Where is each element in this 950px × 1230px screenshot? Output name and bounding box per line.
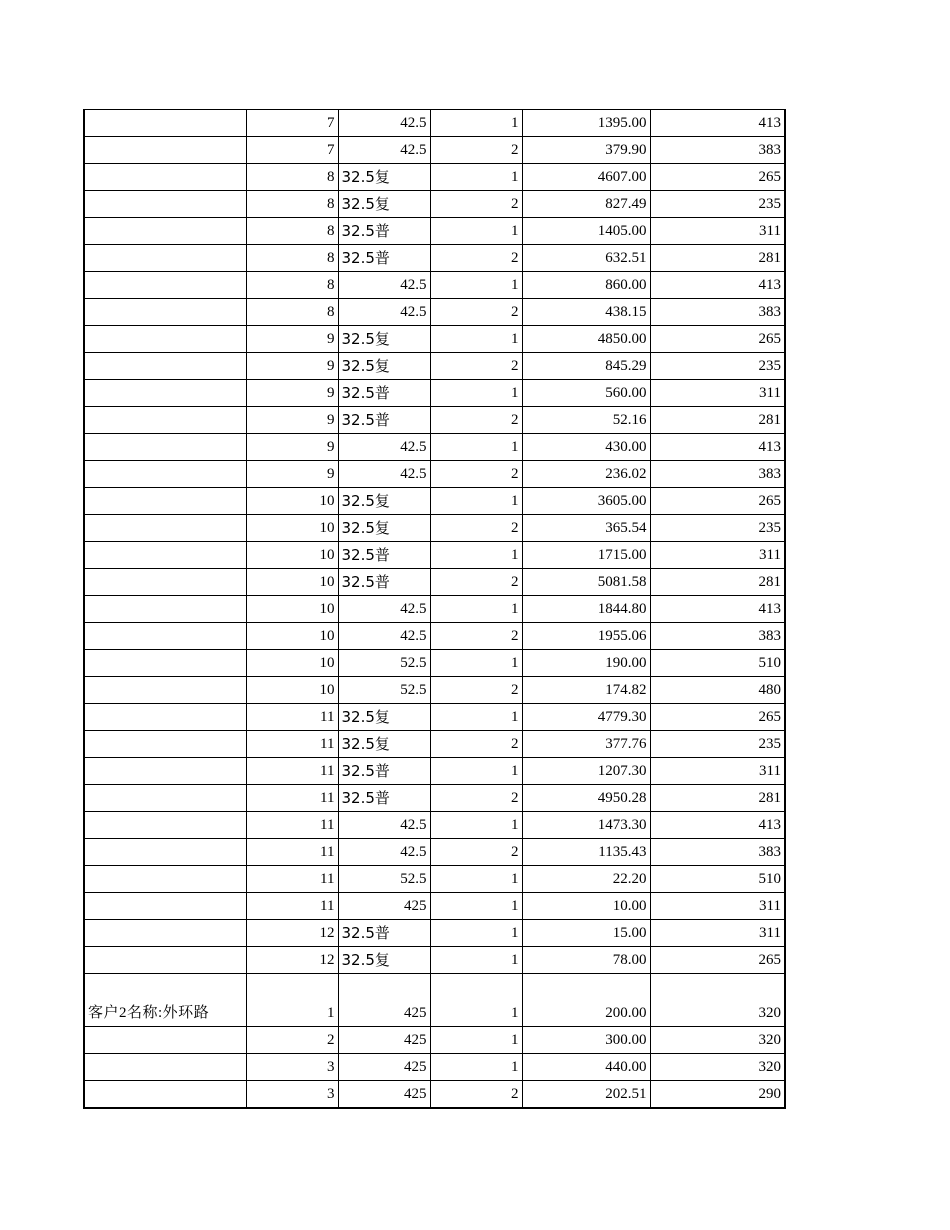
table-row <box>84 974 785 1027</box>
table-row <box>84 380 785 407</box>
table-row <box>84 839 785 866</box>
price-cell[interactable]: 281 <box>650 407 785 434</box>
table-row <box>84 650 785 677</box>
grade-cell[interactable]: 42.5 <box>338 137 430 164</box>
flag-cell[interactable]: 2 <box>430 407 522 434</box>
flag-cell[interactable]: 2 <box>430 191 522 218</box>
customer-cell[interactable] <box>84 1081 246 1109</box>
flag-cell[interactable]: 1 <box>430 272 522 299</box>
customer-cell[interactable] <box>84 650 246 677</box>
quantity-cell[interactable]: 1473.30 <box>522 812 650 839</box>
table-row <box>84 677 785 704</box>
price-cell[interactable]: 265 <box>650 326 785 353</box>
customer-cell[interactable] <box>84 758 246 785</box>
flag-cell[interactable]: 1 <box>430 380 522 407</box>
customer-cell[interactable] <box>84 785 246 812</box>
flag-cell[interactable]: 1 <box>430 218 522 245</box>
table-row <box>84 515 785 542</box>
flag-cell[interactable]: 2 <box>430 785 522 812</box>
price-cell[interactable]: 413 <box>650 812 785 839</box>
table-row <box>84 1027 785 1054</box>
month-cell[interactable]: 8 <box>246 245 338 272</box>
quantity-cell[interactable]: 440.00 <box>522 1054 650 1081</box>
quantity-cell[interactable]: 5081.58 <box>522 569 650 596</box>
grade-cell[interactable]: 32.5普 <box>338 218 430 245</box>
table-row <box>84 326 785 353</box>
price-cell[interactable]: 383 <box>650 839 785 866</box>
price-cell[interactable]: 383 <box>650 623 785 650</box>
month-cell[interactable]: 9 <box>246 353 338 380</box>
flag-cell[interactable]: 2 <box>430 677 522 704</box>
table-row <box>84 1054 785 1081</box>
customer-cell[interactable] <box>84 839 246 866</box>
month-cell[interactable]: 11 <box>246 893 338 920</box>
price-cell[interactable]: 311 <box>650 758 785 785</box>
quantity-cell[interactable]: 15.00 <box>522 920 650 947</box>
table-row <box>84 758 785 785</box>
grade-cell[interactable]: 32.5普 <box>338 407 430 434</box>
customer-cell[interactable] <box>84 110 246 137</box>
month-cell[interactable]: 9 <box>246 461 338 488</box>
customer-cell[interactable] <box>84 326 246 353</box>
table-row <box>84 623 785 650</box>
month-cell[interactable]: 10 <box>246 488 338 515</box>
month-cell[interactable]: 12 <box>246 920 338 947</box>
month-cell[interactable]: 10 <box>246 596 338 623</box>
flag-cell[interactable]: 2 <box>430 353 522 380</box>
flag-cell[interactable]: 2 <box>430 461 522 488</box>
customer-cell[interactable] <box>84 542 246 569</box>
flag-cell[interactable]: 1 <box>430 758 522 785</box>
grade-cell[interactable]: 32.5复 <box>338 164 430 191</box>
month-cell[interactable]: 9 <box>246 407 338 434</box>
table-row <box>84 110 785 137</box>
flag-cell[interactable]: 1 <box>430 1054 522 1081</box>
table-row <box>84 488 785 515</box>
month-cell[interactable]: 2 <box>246 1027 338 1054</box>
table-row <box>84 866 785 893</box>
price-cell[interactable]: 235 <box>650 191 785 218</box>
quantity-cell[interactable]: 632.51 <box>522 245 650 272</box>
table-row <box>84 569 785 596</box>
customer-cell[interactable] <box>84 866 246 893</box>
quantity-cell[interactable]: 1405.00 <box>522 218 650 245</box>
grade-cell[interactable]: 32.5普 <box>338 542 430 569</box>
month-cell[interactable]: 11 <box>246 866 338 893</box>
quantity-cell[interactable]: 1395.00 <box>522 110 650 137</box>
customer-cell[interactable] <box>84 1054 246 1081</box>
month-cell[interactable]: 11 <box>246 785 338 812</box>
flag-cell[interactable]: 1 <box>430 164 522 191</box>
quantity-cell[interactable]: 4950.28 <box>522 785 650 812</box>
month-cell[interactable]: 8 <box>246 218 338 245</box>
price-cell[interactable]: 383 <box>650 137 785 164</box>
spreadsheet-table <box>83 109 786 1109</box>
month-cell[interactable]: 11 <box>246 731 338 758</box>
price-cell[interactable]: 413 <box>650 596 785 623</box>
customer-cell[interactable] <box>84 137 246 164</box>
table-body <box>84 110 785 1109</box>
table-row <box>84 785 785 812</box>
quantity-cell[interactable]: 190.00 <box>522 650 650 677</box>
grade-cell[interactable]: 32.5复 <box>338 704 430 731</box>
grade-cell[interactable]: 32.5复 <box>338 326 430 353</box>
quantity-cell[interactable]: 4850.00 <box>522 326 650 353</box>
customer-cell[interactable] <box>84 704 246 731</box>
table-row <box>84 947 785 974</box>
month-cell[interactable]: 9 <box>246 380 338 407</box>
customer-cell[interactable] <box>84 731 246 758</box>
grade-cell[interactable]: 32.5普 <box>338 758 430 785</box>
price-cell[interactable]: 383 <box>650 461 785 488</box>
grade-cell[interactable]: 425 <box>338 1081 430 1109</box>
grade-cell[interactable]: 42.5 <box>338 110 430 137</box>
month-cell[interactable]: 11 <box>246 839 338 866</box>
month-cell[interactable]: 10 <box>246 623 338 650</box>
grade-cell[interactable]: 32.5复 <box>338 353 430 380</box>
quantity-cell[interactable]: 202.51 <box>522 1081 650 1109</box>
grade-cell[interactable]: 32.5复 <box>338 191 430 218</box>
customer-cell[interactable] <box>84 218 246 245</box>
grade-cell[interactable]: 32.5普 <box>338 380 430 407</box>
grade-cell[interactable]: 32.5普 <box>338 245 430 272</box>
customer-cell[interactable] <box>84 272 246 299</box>
quantity-cell[interactable]: 845.29 <box>522 353 650 380</box>
flag-cell[interactable]: 2 <box>430 137 522 164</box>
grade-cell[interactable]: 42.5 <box>338 839 430 866</box>
customer-cell[interactable] <box>84 164 246 191</box>
customer-cell[interactable] <box>84 461 246 488</box>
month-cell[interactable]: 10 <box>246 677 338 704</box>
price-cell[interactable]: 383 <box>650 299 785 326</box>
price-cell[interactable]: 281 <box>650 569 785 596</box>
grade-cell[interactable]: 52.5 <box>338 650 430 677</box>
grade-cell[interactable]: 32.5普 <box>338 569 430 596</box>
quantity-cell[interactable]: 3605.00 <box>522 488 650 515</box>
price-cell[interactable]: 311 <box>650 893 785 920</box>
table-row <box>84 245 785 272</box>
table-row <box>84 137 785 164</box>
quantity-cell[interactable]: 300.00 <box>522 1027 650 1054</box>
price-cell[interactable]: 320 <box>650 1054 785 1081</box>
quantity-cell[interactable]: 78.00 <box>522 947 650 974</box>
month-cell[interactable]: 7 <box>246 137 338 164</box>
table-row <box>84 704 785 731</box>
grade-cell[interactable]: 32.5普 <box>338 785 430 812</box>
flag-cell[interactable]: 1 <box>430 812 522 839</box>
grade-cell[interactable]: 425 <box>338 893 430 920</box>
table-row <box>84 164 785 191</box>
quantity-cell[interactable]: 860.00 <box>522 272 650 299</box>
customer-cell[interactable] <box>84 434 246 461</box>
table-row <box>84 893 785 920</box>
month-cell[interactable]: 12 <box>246 947 338 974</box>
quantity-cell[interactable]: 10.00 <box>522 893 650 920</box>
month-cell[interactable]: 10 <box>246 542 338 569</box>
customer-cell[interactable] <box>84 1027 246 1054</box>
grade-cell[interactable]: 32.5复 <box>338 947 430 974</box>
flag-cell[interactable]: 1 <box>430 866 522 893</box>
flag-cell[interactable]: 2 <box>430 623 522 650</box>
flag-cell[interactable]: 1 <box>430 920 522 947</box>
table-row <box>84 407 785 434</box>
flag-cell[interactable]: 2 <box>430 245 522 272</box>
price-cell[interactable]: 311 <box>650 380 785 407</box>
customer-cell[interactable] <box>84 920 246 947</box>
quantity-cell[interactable]: 365.54 <box>522 515 650 542</box>
customer-cell[interactable]: 客户2名称:外环路 <box>84 974 246 1027</box>
flag-cell[interactable]: 1 <box>430 947 522 974</box>
customer-cell[interactable] <box>84 569 246 596</box>
quantity-cell[interactable]: 827.49 <box>522 191 650 218</box>
customer-cell[interactable] <box>84 380 246 407</box>
table-row <box>84 218 785 245</box>
price-cell[interactable]: 290 <box>650 1081 785 1109</box>
grade-cell[interactable]: 52.5 <box>338 677 430 704</box>
customer-cell[interactable] <box>84 191 246 218</box>
price-cell[interactable]: 510 <box>650 650 785 677</box>
quantity-cell[interactable]: 430.00 <box>522 434 650 461</box>
grade-cell[interactable]: 52.5 <box>338 866 430 893</box>
quantity-cell[interactable]: 4779.30 <box>522 704 650 731</box>
flag-cell[interactable]: 1 <box>430 542 522 569</box>
quantity-cell[interactable]: 4607.00 <box>522 164 650 191</box>
grade-cell[interactable]: 42.5 <box>338 596 430 623</box>
month-cell[interactable]: 10 <box>246 650 338 677</box>
table-row <box>84 299 785 326</box>
grade-cell[interactable]: 32.5复 <box>338 515 430 542</box>
table-row <box>84 920 785 947</box>
price-cell[interactable]: 413 <box>650 434 785 461</box>
customer-cell[interactable] <box>84 596 246 623</box>
month-cell[interactable]: 8 <box>246 299 338 326</box>
month-cell[interactable]: 10 <box>246 569 338 596</box>
month-cell[interactable]: 7 <box>246 110 338 137</box>
grade-cell[interactable]: 32.5普 <box>338 920 430 947</box>
quantity-cell[interactable]: 1955.06 <box>522 623 650 650</box>
customer-cell[interactable] <box>84 245 246 272</box>
quantity-cell[interactable]: 1207.30 <box>522 758 650 785</box>
quantity-cell[interactable]: 1715.00 <box>522 542 650 569</box>
customer-cell[interactable] <box>84 515 246 542</box>
flag-cell[interactable]: 2 <box>430 299 522 326</box>
grade-cell[interactable]: 32.5复 <box>338 488 430 515</box>
grade-cell[interactable]: 42.5 <box>338 272 430 299</box>
table-row <box>84 434 785 461</box>
price-cell[interactable]: 265 <box>650 488 785 515</box>
price-cell[interactable]: 320 <box>650 974 785 1027</box>
price-cell[interactable]: 413 <box>650 110 785 137</box>
price-cell[interactable]: 320 <box>650 1027 785 1054</box>
month-cell[interactable]: 3 <box>246 1081 338 1109</box>
price-cell[interactable]: 281 <box>650 245 785 272</box>
table-row <box>84 353 785 380</box>
grade-cell[interactable]: 425 <box>338 1054 430 1081</box>
grade-cell[interactable]: 425 <box>338 1027 430 1054</box>
price-cell[interactable]: 235 <box>650 353 785 380</box>
grade-cell[interactable]: 42.5 <box>338 461 430 488</box>
flag-cell[interactable]: 1 <box>430 596 522 623</box>
price-cell[interactable]: 265 <box>650 164 785 191</box>
grade-cell[interactable]: 42.5 <box>338 434 430 461</box>
price-cell[interactable]: 235 <box>650 731 785 758</box>
table-row <box>84 596 785 623</box>
quantity-cell[interactable]: 1135.43 <box>522 839 650 866</box>
customer-cell[interactable] <box>84 623 246 650</box>
price-cell[interactable]: 311 <box>650 920 785 947</box>
table-row <box>84 272 785 299</box>
table-row <box>84 731 785 758</box>
flag-cell[interactable]: 1 <box>430 893 522 920</box>
quantity-cell[interactable]: 379.90 <box>522 137 650 164</box>
month-cell[interactable]: 11 <box>246 704 338 731</box>
customer-cell[interactable] <box>84 299 246 326</box>
price-cell[interactable]: 235 <box>650 515 785 542</box>
month-cell[interactable]: 11 <box>246 758 338 785</box>
flag-cell[interactable]: 1 <box>430 326 522 353</box>
quantity-cell[interactable]: 174.82 <box>522 677 650 704</box>
grade-cell[interactable]: 42.5 <box>338 812 430 839</box>
quantity-cell[interactable]: 200.00 <box>522 974 650 1027</box>
flag-cell[interactable]: 2 <box>430 731 522 758</box>
price-cell[interactable]: 413 <box>650 272 785 299</box>
month-cell[interactable]: 8 <box>246 164 338 191</box>
price-cell[interactable]: 265 <box>650 947 785 974</box>
quantity-cell[interactable]: 22.20 <box>522 866 650 893</box>
quantity-cell[interactable]: 560.00 <box>522 380 650 407</box>
flag-cell[interactable]: 1 <box>430 110 522 137</box>
table-row <box>84 191 785 218</box>
month-cell[interactable]: 11 <box>246 812 338 839</box>
month-cell[interactable]: 10 <box>246 515 338 542</box>
quantity-cell[interactable]: 377.76 <box>522 731 650 758</box>
flag-cell[interactable]: 1 <box>430 704 522 731</box>
flag-cell[interactable]: 1 <box>430 488 522 515</box>
price-cell[interactable]: 311 <box>650 218 785 245</box>
flag-cell[interactable]: 2 <box>430 515 522 542</box>
price-cell[interactable]: 311 <box>650 542 785 569</box>
quantity-cell[interactable]: 236.02 <box>522 461 650 488</box>
grade-cell[interactable]: 32.5复 <box>338 731 430 758</box>
customer-cell[interactable] <box>84 893 246 920</box>
month-cell[interactable]: 1 <box>246 974 338 1027</box>
table-row <box>84 812 785 839</box>
flag-cell[interactable]: 1 <box>430 434 522 461</box>
price-cell[interactable]: 281 <box>650 785 785 812</box>
quantity-cell[interactable]: 438.15 <box>522 299 650 326</box>
flag-cell[interactable]: 2 <box>430 1081 522 1109</box>
price-cell[interactable]: 510 <box>650 866 785 893</box>
month-cell[interactable]: 8 <box>246 272 338 299</box>
month-cell[interactable]: 8 <box>246 191 338 218</box>
quantity-cell[interactable]: 1844.80 <box>522 596 650 623</box>
grade-cell[interactable]: 42.5 <box>338 623 430 650</box>
price-cell[interactable]: 265 <box>650 704 785 731</box>
flag-cell[interactable]: 1 <box>430 1027 522 1054</box>
month-cell[interactable]: 9 <box>246 326 338 353</box>
flag-cell[interactable]: 1 <box>430 974 522 1027</box>
customer-cell[interactable] <box>84 677 246 704</box>
table-row <box>84 461 785 488</box>
flag-cell[interactable]: 2 <box>430 839 522 866</box>
quantity-cell[interactable]: 52.16 <box>522 407 650 434</box>
table-row <box>84 542 785 569</box>
customer-cell[interactable] <box>84 812 246 839</box>
month-cell[interactable]: 3 <box>246 1054 338 1081</box>
customer-cell[interactable] <box>84 353 246 380</box>
flag-cell[interactable]: 1 <box>430 650 522 677</box>
grade-cell[interactable]: 42.5 <box>338 299 430 326</box>
customer-cell[interactable] <box>84 488 246 515</box>
flag-cell[interactable]: 2 <box>430 569 522 596</box>
customer-cell[interactable] <box>84 407 246 434</box>
month-cell[interactable]: 9 <box>246 434 338 461</box>
grade-cell[interactable]: 425 <box>338 974 430 1027</box>
price-cell[interactable]: 480 <box>650 677 785 704</box>
table-row <box>84 1081 785 1109</box>
customer-cell[interactable] <box>84 947 246 974</box>
